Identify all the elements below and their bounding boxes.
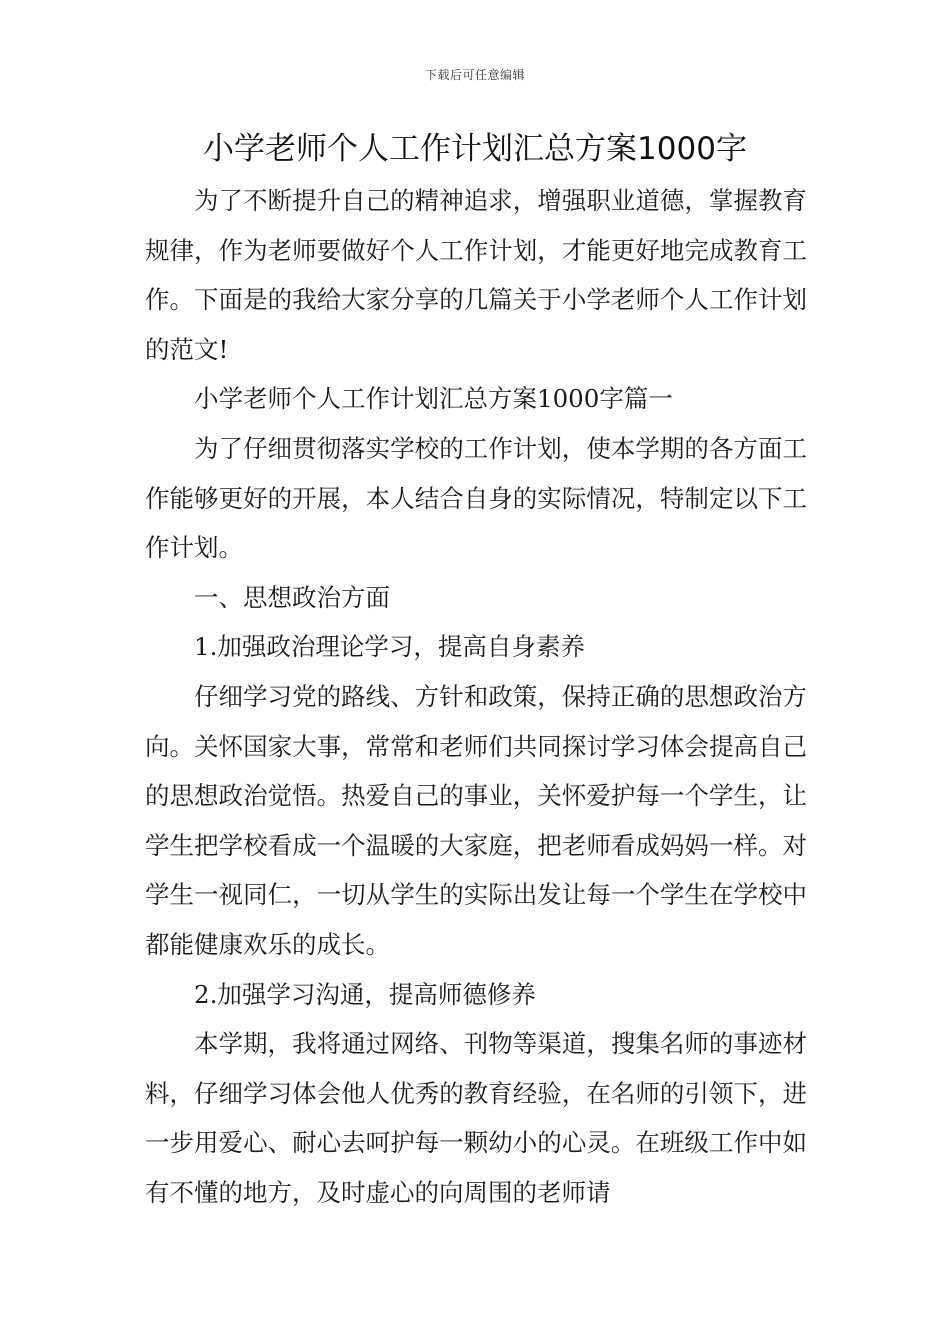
- subheading-communication: 2.加强学习沟通，提高师德修养: [194, 979, 536, 1009]
- section-heading-part-one: 小学老师个人工作计划汇总方案1000字篇一: [194, 384, 673, 414]
- paragraph-plan-intro: 为了仔细贯彻落实学校的工作计划，使本学期的各方面工作能够更好的开展，本人结合自身的实际情况，特制定以下工作计划。: [145, 433, 807, 563]
- paragraph-communication: 本学期，我将通过网络、刊物等渠道，搜集名师的事迹材料，仔细学习体会他人优秀的教育经验，在名师的引领下，进一步用爱心、耐心去呵护每一颗幼小的心灵。在班级工作中如有不懂的地方，及时虚心的向周围的老师请: [145, 1029, 807, 1207]
- document-title: 小学老师个人工作计划汇总方案1000字: [203, 131, 747, 167]
- heading-ideology-politics: 一、思想政治方面: [194, 582, 390, 612]
- paragraph-theory-study: 仔细学习党的路线、方针和政策，保持正确的思想政治方向。关怀国家大事，常常和老师们共同探讨学习体会提高自己的思想政治觉悟。热爱自己的事业，关怀爱护每一个学生，让学生把学校看成一个温暖的大家庭，把老师看成妈妈一样。对学生一视同仁，一切从学生的实际出发让每一个学生在学校中都能健康欢乐的成长。: [145, 681, 807, 959]
- document-body: [145, 176, 807, 1217]
- subheading-theory-study: 1.加强政治理论学习，提高自身素养: [194, 632, 585, 662]
- paragraph-intro: 为了不断提升自己的精神追求，增强职业道德，掌握教育规律，作为老师要做好个人工作计划，才能更好地完成教育工作。下面是的我给大家分享的几篇关于小学老师个人工作计划的范文!: [145, 186, 807, 364]
- header-note: 下载后可任意编辑: [424, 68, 525, 82]
